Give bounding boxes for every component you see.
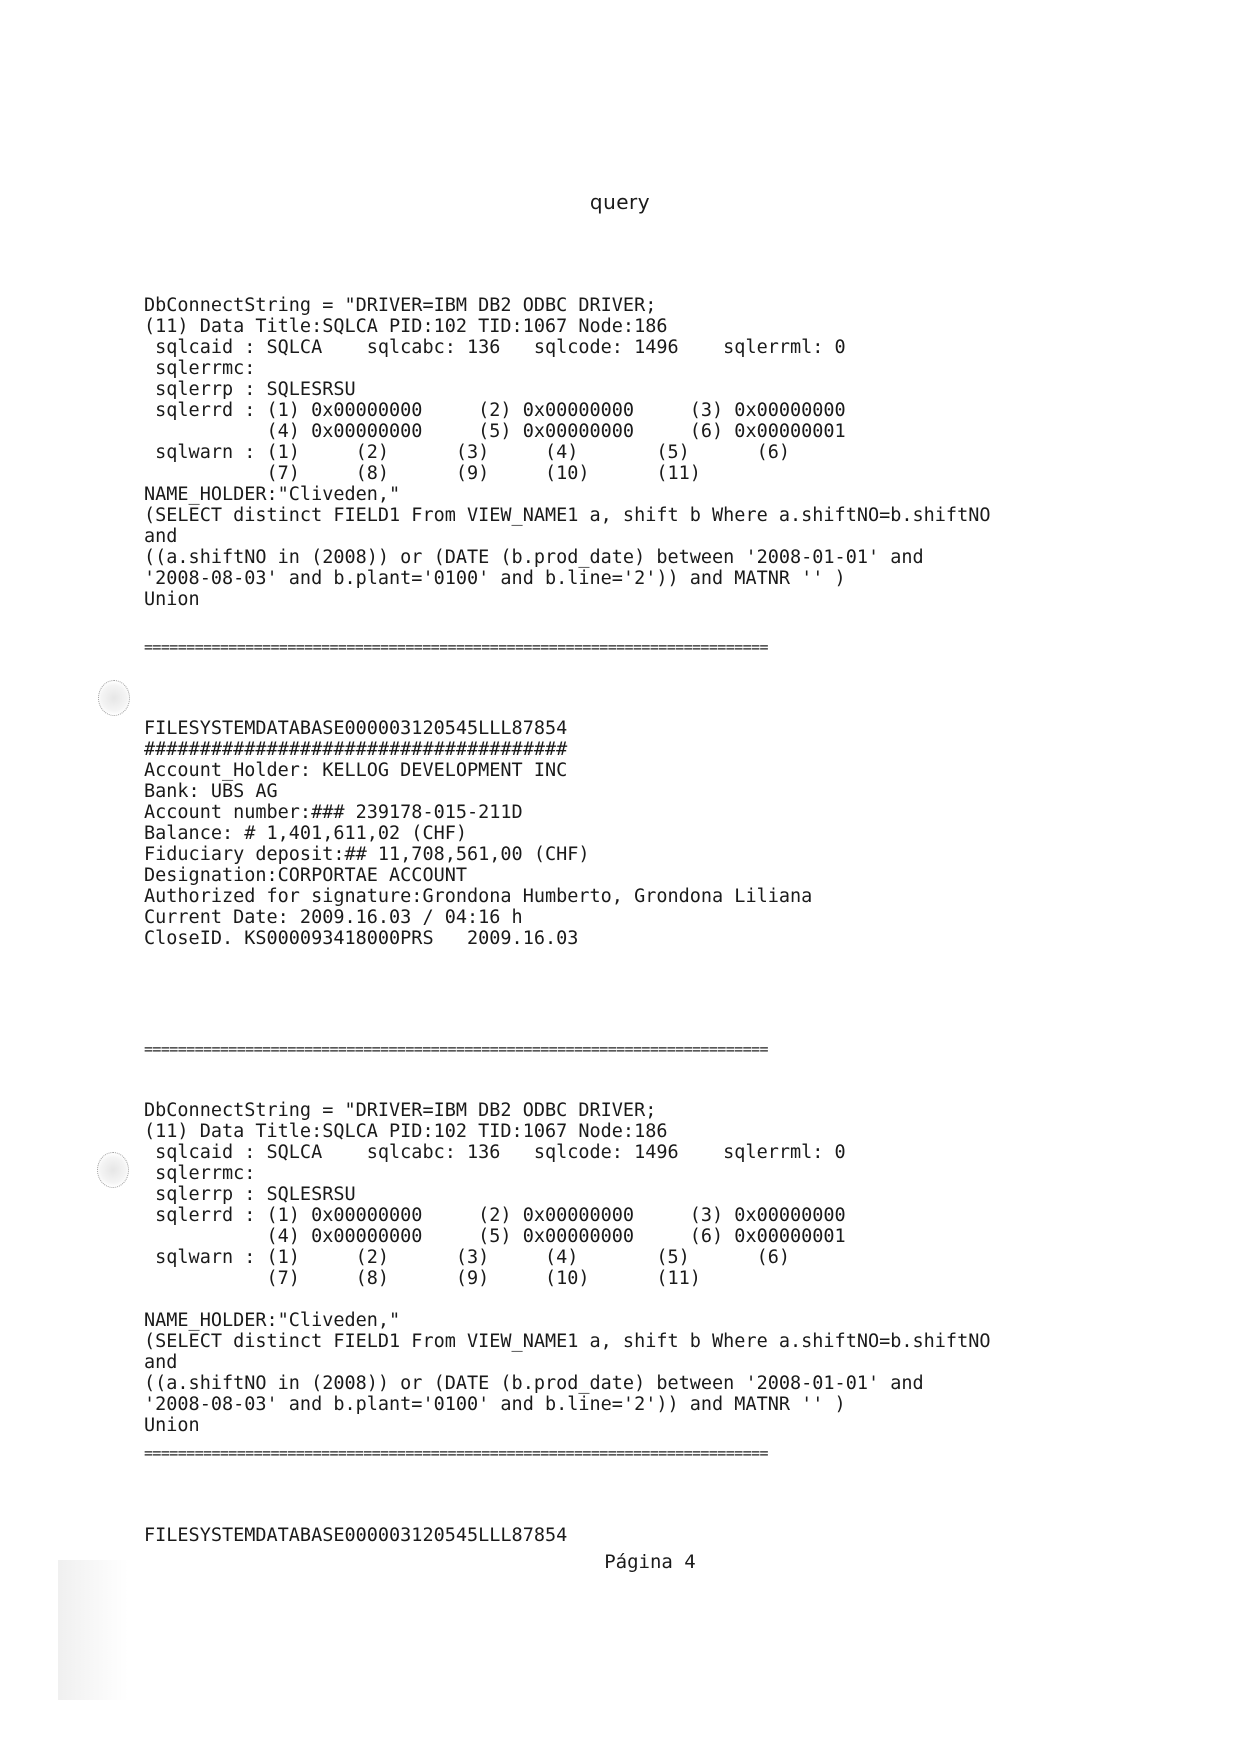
block2-line: sqlcaid : SQLCA sqlcabc: 136 sqlcode: 1496 sqlerrml: 0 (144, 1142, 846, 1163)
block2-line: sqlwarn : (1) (2) (3) (4) (5) (6) (144, 1247, 791, 1268)
block2-line: and (144, 1352, 178, 1373)
block1-line: sqlerrp : SQLESRSU (144, 379, 356, 400)
page-header-title: query (589, 190, 651, 214)
block1-line: '2008-08-03' and b.plant='0100' and b.line='2')) and MATNR '' ) (144, 568, 846, 589)
scan-blot-mark (98, 680, 130, 716)
scan-shadow-mark (58, 1560, 128, 1700)
separator-line: ========================================================================== (144, 1040, 768, 1058)
block1-line: sqlcaid : SQLCA sqlcabc: 136 sqlcode: 1496 sqlerrml: 0 (144, 337, 846, 358)
database-identifier: FILESYSTEMDATABASE000003120545LLL87854 (144, 718, 568, 739)
balance: Balance: # 1,401,611,02 (CHF) (144, 823, 468, 844)
block2-line: ((a.shiftNO in (2008)) or (DATE (b.prod_date) between '2008-01-01' and (144, 1373, 924, 1394)
current-date: Current Date: 2009.16.03 / 04:16 h (144, 907, 523, 928)
block1-line: sqlwarn : (1) (2) (3) (4) (5) (6) (144, 442, 791, 463)
account-holder: Account_Holder: KELLOG DEVELOPMENT INC (144, 760, 568, 781)
block2-line: DbConnectString = "DRIVER=IBM DB2 ODBC DRIVER; (144, 1100, 657, 1121)
block1-line: Union (144, 589, 200, 610)
block1-line: NAME_HOLDER:"Cliveden," (144, 484, 401, 505)
account-number: Account number:### 239178-015-211D (144, 802, 523, 823)
separator-line: ========================================================================== (144, 1444, 768, 1462)
block1-line: (7) (8) (9) (10) (11) (144, 463, 701, 484)
block1-line: sqlerrd : (1) 0x00000000 (2) 0x00000000 (3) 0x00000000 (144, 400, 846, 421)
block2-line: (7) (8) (9) (10) (11) (144, 1268, 701, 1289)
separator-line: ========================================================================== (144, 638, 768, 656)
block1-line: (11) Data Title:SQLCA PID:102 TID:1067 Node:186 (144, 316, 668, 337)
hash-divider: ###################################### (144, 739, 568, 760)
block1-line: ((a.shiftNO in (2008)) or (DATE (b.prod_date) between '2008-01-01' and (144, 547, 924, 568)
footer-database-identifier: FILESYSTEMDATABASE000003120545LLL87854 (144, 1525, 568, 1546)
block2-line: (11) Data Title:SQLCA PID:102 TID:1067 Node:186 (144, 1121, 668, 1142)
sql-diagnostic-block-2 (144, 1100, 1144, 1436)
bank-name: Bank: UBS AG (144, 781, 278, 802)
block2-line (144, 1289, 1144, 1310)
close-id: CloseID. KS000093418000PRS 2009.16.03 (144, 928, 579, 949)
block2-line: Union (144, 1415, 200, 1436)
block2-line: sqlerrd : (1) 0x00000000 (2) 0x00000000 (3) 0x00000000 (144, 1205, 846, 1226)
block1-line: DbConnectString = "DRIVER=IBM DB2 ODBC DRIVER; (144, 295, 657, 316)
block2-line: sqlerrmc: (144, 1163, 256, 1184)
block2-line: (4) 0x00000000 (5) 0x00000000 (6) 0x00000001 (144, 1226, 846, 1247)
designation: Designation:CORPORTAE ACCOUNT (144, 865, 468, 886)
scan-blot-mark (97, 1152, 129, 1188)
sql-diagnostic-block-1 (144, 295, 1144, 610)
page-number: Página 4 (604, 1551, 696, 1573)
block1-line: and (144, 526, 178, 547)
block1-line: sqlerrmc: (144, 358, 256, 379)
block1-line: (4) 0x00000000 (5) 0x00000000 (6) 0x00000001 (144, 421, 846, 442)
account-details-block (144, 718, 1144, 949)
fiduciary-deposit: Fiduciary deposit:## 11,708,561,00 (CHF) (144, 844, 590, 865)
authorized-signatories: Authorized for signature:Grondona Humberto, Grondona Liliana (144, 886, 813, 907)
block2-line: (SELECT distinct FIELD1 From VIEW_NAME1 a, shift b Where a.shiftNO=b.shiftNO (144, 1331, 991, 1352)
block2-line: sqlerrp : SQLESRSU (144, 1184, 356, 1205)
block2-line: '2008-08-03' and b.plant='0100' and b.line='2')) and MATNR '' ) (144, 1394, 846, 1415)
block2-line: NAME_HOLDER:"Cliveden," (144, 1310, 401, 1331)
block1-line: (SELECT distinct FIELD1 From VIEW_NAME1 a, shift b Where a.shiftNO=b.shiftNO (144, 505, 991, 526)
